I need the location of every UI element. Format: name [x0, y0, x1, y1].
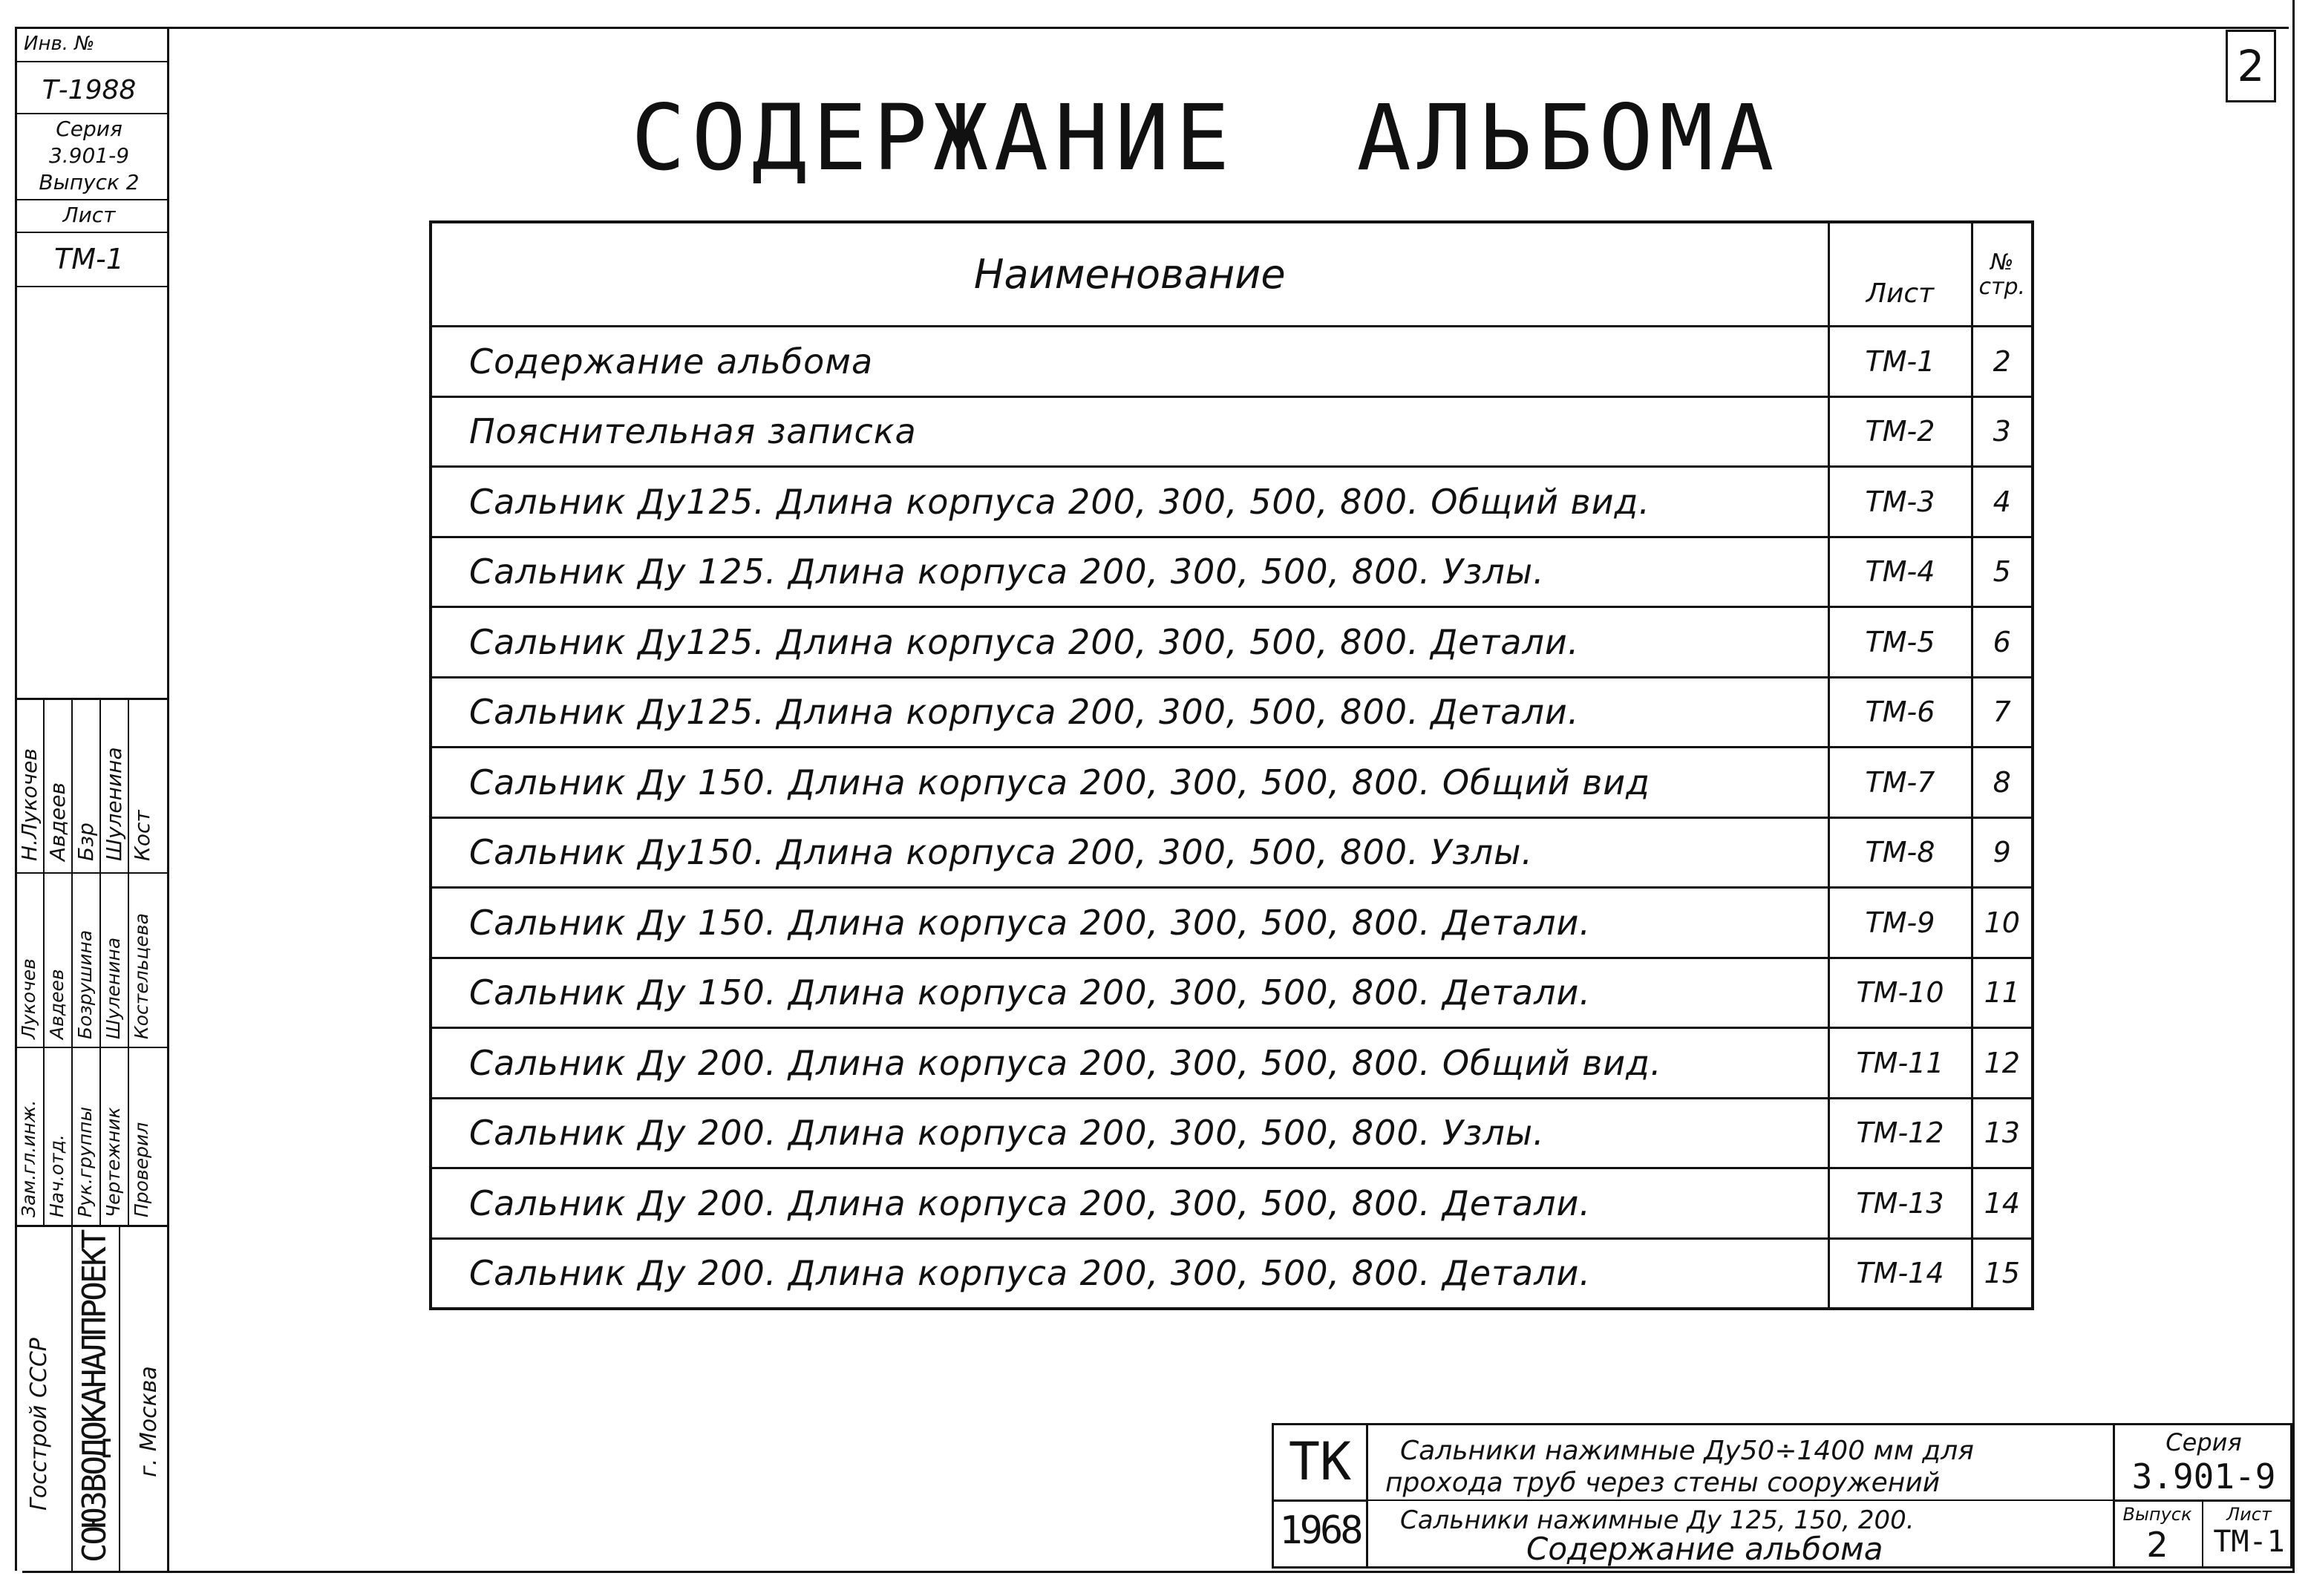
contents-table — [429, 220, 2034, 1310]
signature-2: Бзр — [73, 822, 98, 861]
table-row — [431, 1168, 2033, 1239]
role-4: Проверил — [131, 1122, 152, 1217]
row-name: Сальник Ду 200. Длина корпуса 200, 300, 500, 800. Детали. — [431, 1168, 1828, 1239]
table-row — [431, 817, 2033, 888]
tb-sheet-value: ТМ-1 — [2213, 1525, 2285, 1559]
sheet-label: Лист — [62, 203, 116, 227]
row-page: 7 — [1972, 677, 2033, 748]
row-sheet: ТМ-4 — [1828, 537, 1972, 607]
row-sheet: ТМ-14 — [1828, 1238, 1972, 1309]
name-3: Шуленина — [102, 937, 124, 1039]
row-name: Сальник Ду 150. Длина корпуса 200, 300, 500, 800. Детали. — [431, 888, 1828, 958]
tb-line3: Сальники нажимные Ду 125, 150, 200. — [1400, 1505, 1915, 1535]
table-row — [431, 958, 2033, 1028]
row-sheet: ТМ-8 — [1828, 817, 1972, 888]
row-sheet: ТМ-6 — [1828, 677, 1972, 748]
tb-sheet-label: Лист — [2226, 1504, 2272, 1525]
table-row — [431, 1028, 2033, 1099]
tb-line2: прохода труб через стены сооружений — [1385, 1468, 1941, 1498]
table-header-row — [431, 222, 2033, 327]
tb-line1: Сальники нажимные Ду50÷1400 мм для — [1400, 1436, 1974, 1466]
role-3: Чертежник — [102, 1107, 124, 1217]
inv-label: Инв. № — [24, 33, 95, 55]
table-row — [431, 1098, 2033, 1168]
signature-3: Шуленина — [102, 747, 126, 861]
table-row — [431, 327, 2033, 397]
table-row — [431, 607, 2033, 678]
row-name: Содержание альбома — [431, 327, 1828, 397]
tb-year: 1968 — [1279, 1508, 1361, 1553]
row-sheet: ТМ-5 — [1828, 607, 1972, 678]
table-row — [431, 748, 2033, 818]
row-name: Сальник Ду 150. Длина корпуса 200, 300, 500, 800. Общий вид — [431, 748, 1828, 818]
name-1: Авдеев — [46, 969, 68, 1039]
tb-series-value: 3.901-9 — [2131, 1456, 2276, 1497]
stamp-top-line — [15, 27, 167, 29]
row-page: 15 — [1972, 1238, 2033, 1309]
ministry-text: Госстрой СССР — [26, 1338, 52, 1511]
frame-right-line — [2292, 0, 2295, 1573]
title-block — [1272, 1423, 2292, 1569]
page-number: 2 — [2226, 30, 2276, 102]
name-4: Костельцева — [131, 913, 152, 1039]
frame-bottom-line — [22, 1571, 2294, 1573]
row-name: Сальник Ду125. Длина корпуса 200, 300, 500, 800. Общий вид. — [431, 467, 1828, 537]
row-page: 12 — [1972, 1028, 2033, 1099]
table-row — [431, 677, 2033, 748]
row-sheet: ТМ-1 — [1828, 327, 1972, 397]
tb-series-label: Серия — [2165, 1428, 2242, 1456]
frame-left-line — [167, 27, 169, 1571]
header-page-line2: стр. — [1978, 273, 2026, 300]
table-row — [431, 537, 2033, 607]
row-page: 2 — [1972, 327, 2033, 397]
row-page: 4 — [1972, 467, 2033, 537]
table-row — [431, 467, 2033, 537]
row-sheet: ТМ-7 — [1828, 748, 1972, 818]
row-name: Сальник Ду150. Длина корпуса 200, 300, 500, 800. Узлы. — [431, 817, 1828, 888]
tb-code: ТК — [1288, 1431, 1352, 1492]
row-page: 3 — [1972, 396, 2033, 467]
table-row — [431, 1238, 2033, 1309]
row-page: 13 — [1972, 1098, 2033, 1168]
tb-issue-label: Выпуск — [2122, 1504, 2192, 1525]
series-value: 3.901-9 — [48, 143, 130, 168]
row-name: Сальник Ду 150. Длина корпуса 200, 300, 500, 800. Детали. — [431, 958, 1828, 1028]
signature-4: Кост — [130, 810, 154, 861]
name-2: Бозрушина — [74, 929, 96, 1039]
row-page: 10 — [1972, 888, 2033, 958]
issue-label: Выпуск 2 — [39, 170, 140, 194]
row-sheet: ТМ-3 — [1828, 467, 1972, 537]
frame-top-line — [167, 27, 2289, 29]
table-row — [431, 396, 2033, 467]
row-name: Сальник Ду 200. Длина корпуса 200, 300, 500, 800. Детали. — [431, 1238, 1828, 1309]
name-0: Лукочев — [18, 958, 39, 1039]
row-name: Сальник Ду 125. Длина корпуса 200, 300, 500, 800. Узлы. — [431, 537, 1828, 607]
page-title: СОДЕРЖАНИЕ АЛЬБОМА — [631, 85, 1780, 191]
row-name: Пояснительная записка — [431, 396, 1828, 467]
table-row — [431, 888, 2033, 958]
row-page: 6 — [1972, 607, 2033, 678]
row-page: 14 — [1972, 1168, 2033, 1239]
row-sheet: ТМ-9 — [1828, 888, 1972, 958]
row-name: Сальник Ду125. Длина корпуса 200, 300, 500, 800. Детали. — [431, 677, 1828, 748]
inv-number: Т-1988 — [42, 75, 137, 105]
row-sheet: ТМ-2 — [1828, 396, 1972, 467]
signature-0: Н.Лукочев — [17, 748, 42, 861]
header-sheet: Лист — [1828, 222, 1972, 327]
organization-name: СОЮЗВОДОКАНАЛПРОЕКТ — [76, 1231, 114, 1563]
sheet-value: ТМ-1 — [54, 243, 124, 275]
row-name: Сальник Ду 200. Длина корпуса 200, 300, 500, 800. Общий вид. — [431, 1028, 1828, 1099]
row-sheet: ТМ-11 — [1828, 1028, 1972, 1099]
tb-line4: Содержание альбома — [1526, 1531, 1883, 1567]
row-page: 8 — [1972, 748, 2033, 818]
signature-1: Авдеев — [45, 782, 70, 861]
row-name: Сальник Ду 200. Длина корпуса 200, 300, 500, 800. Узлы. — [431, 1098, 1828, 1168]
row-name: Сальник Ду125. Длина корпуса 200, 300, 500, 800. Детали. — [431, 607, 1828, 678]
row-page: 9 — [1972, 817, 2033, 888]
city-text: г. Москва — [136, 1366, 162, 1477]
row-sheet: ТМ-12 — [1828, 1098, 1972, 1168]
role-2: Рук.группы — [74, 1106, 96, 1217]
row-sheet: ТМ-10 — [1828, 958, 1972, 1028]
role-0: Зам.гл.инж. — [18, 1099, 39, 1217]
tb-issue-value: 2 — [2146, 1525, 2168, 1565]
header-name: Наименование — [431, 222, 1828, 327]
row-page: 11 — [1972, 958, 2033, 1028]
role-1: Нач.отд. — [46, 1134, 68, 1217]
header-page — [1972, 222, 2033, 327]
row-page: 5 — [1972, 537, 2033, 607]
series-label: Серия — [56, 117, 122, 141]
header-page-line1: № — [1990, 249, 2014, 275]
row-sheet: ТМ-13 — [1828, 1168, 1972, 1239]
